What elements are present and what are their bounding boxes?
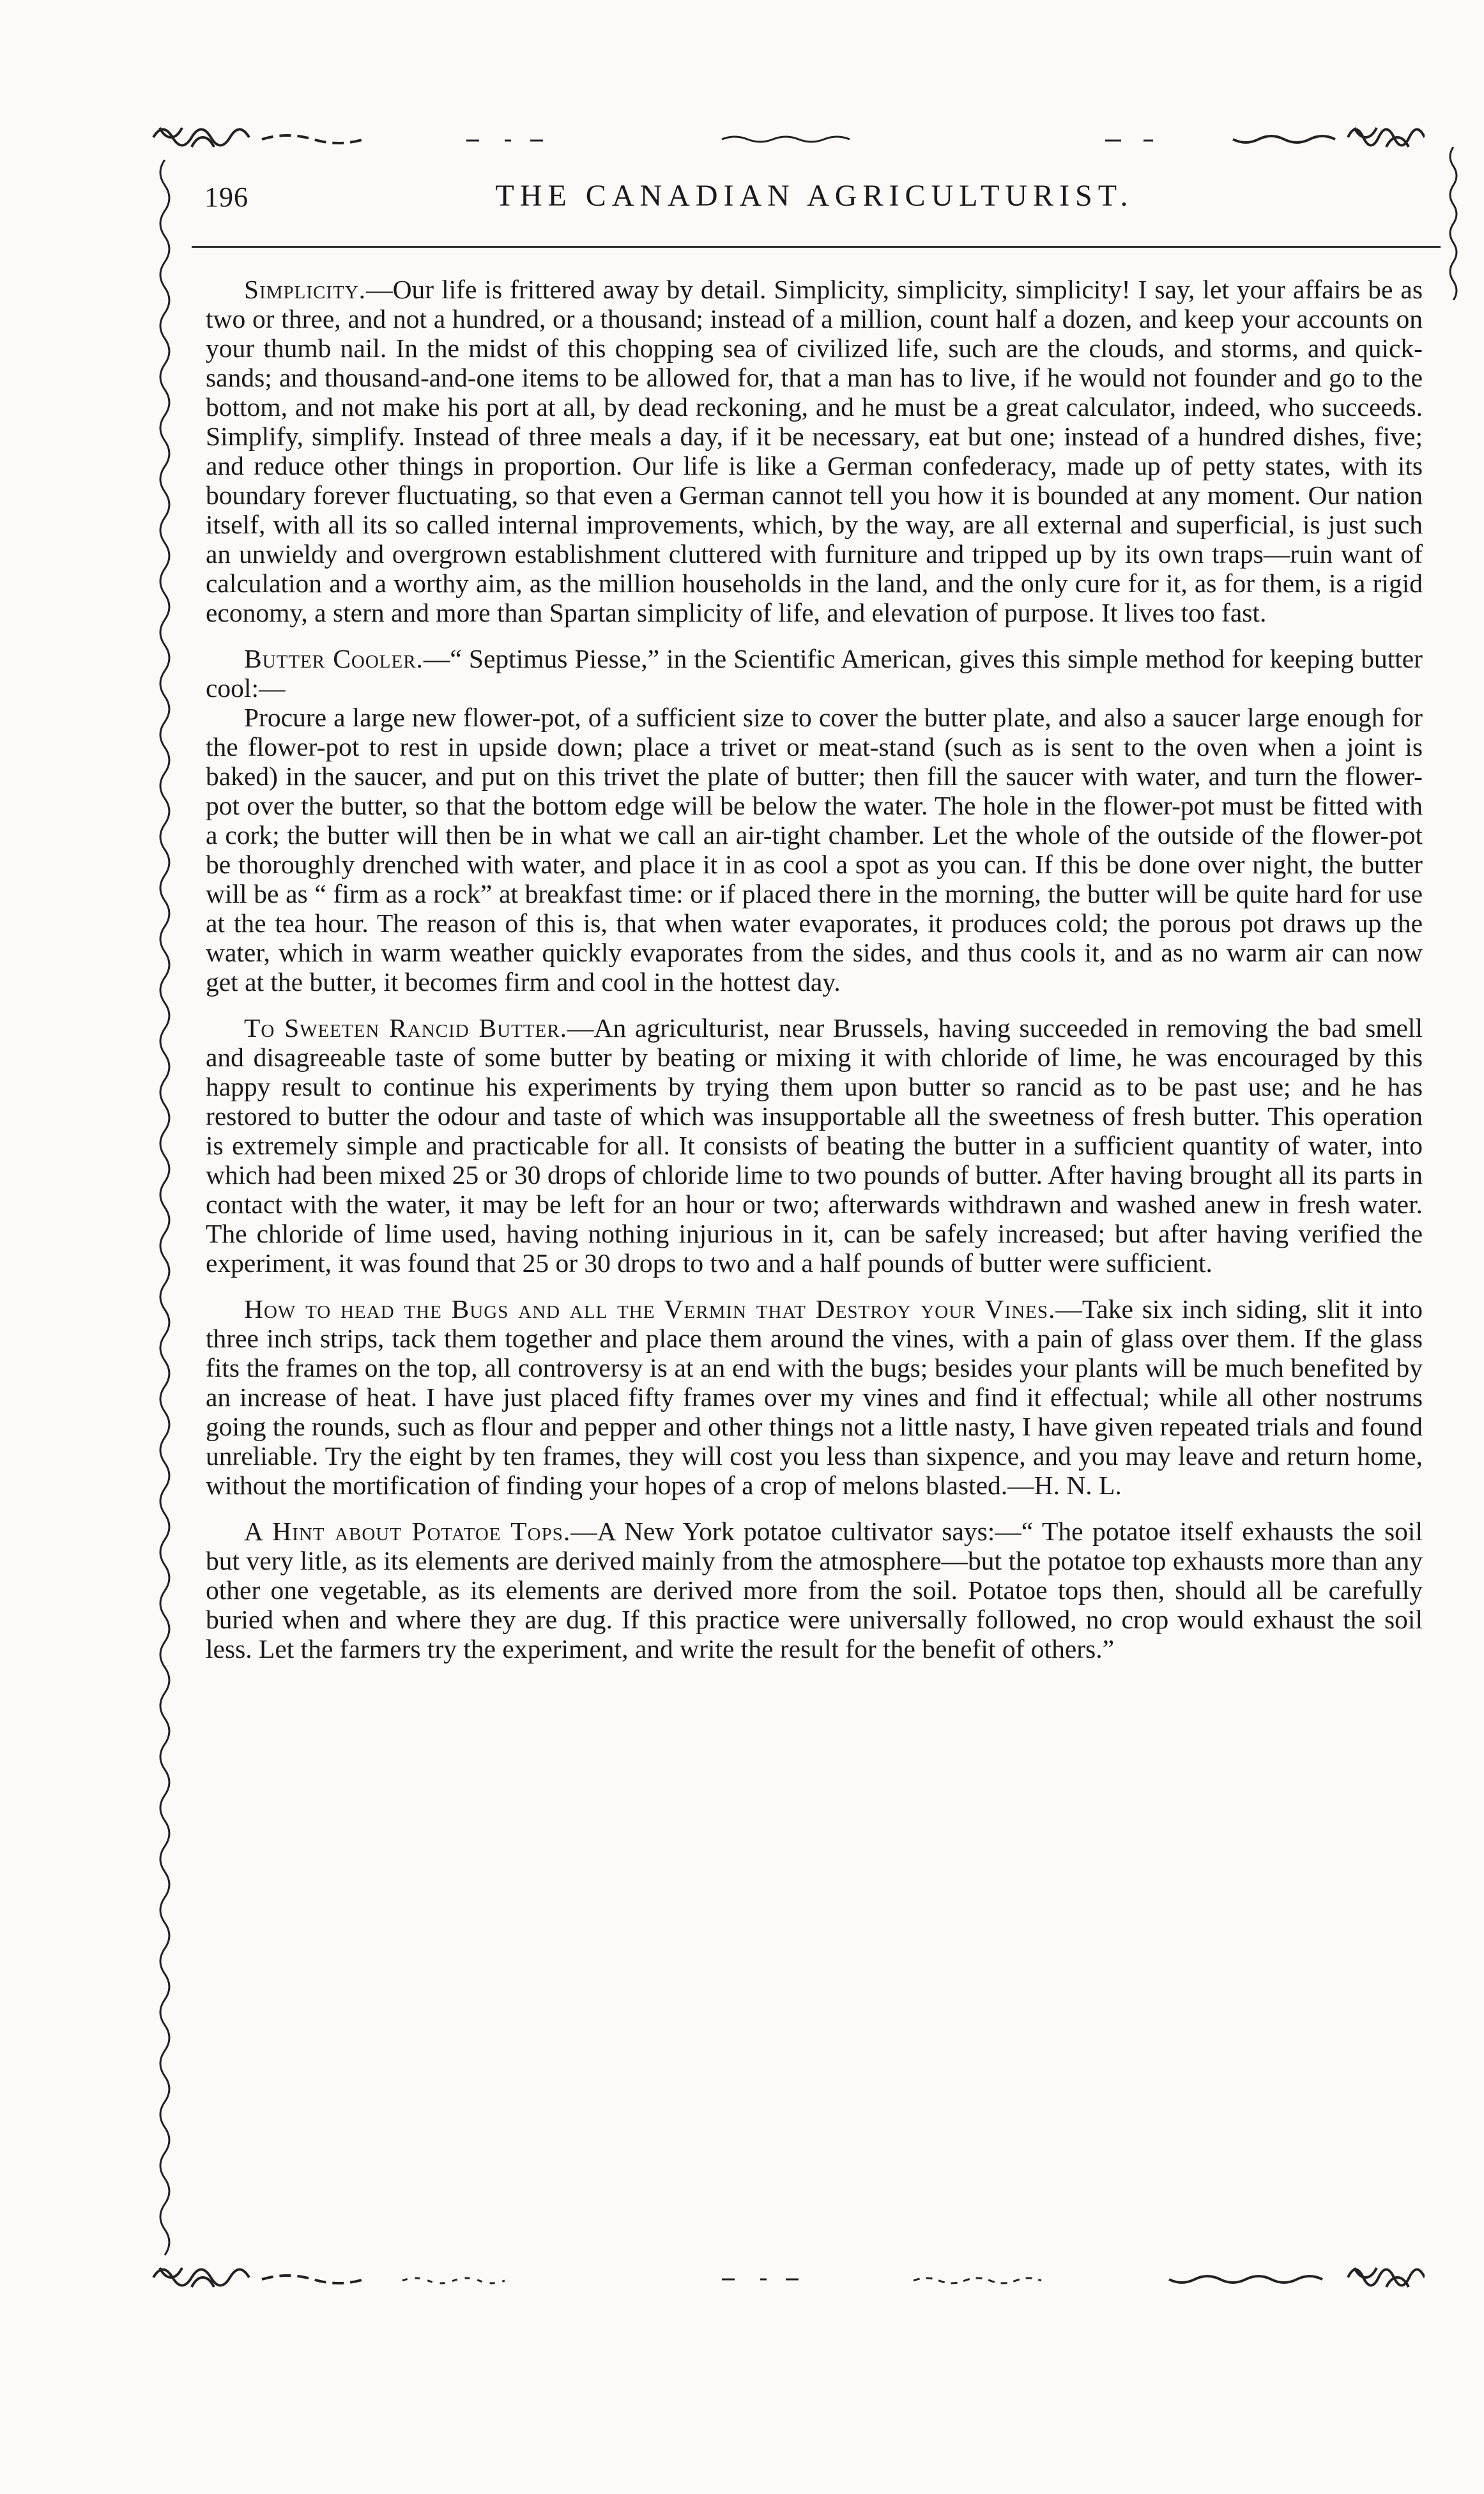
top-ornamental-border: [147, 115, 1425, 160]
article-title: Simplicity.: [244, 275, 367, 304]
article-rancid-butter: [206, 1013, 1423, 1278]
article-body: —Our life is frittered away by detail. Simplicity, simplicity, simplicity! I say, let your affairs be as two or three, and not a hundred, or a thousand; instead of a million, count half a dozen, and keep your accounts on your thumb nail. In the midst of this chopping sea of civilized life, such are the clouds, and storms, and quick-sands; and thousand-and-one items to be allowed for, that a man has to live, if he would not founder and go to the bottom, and not make his port at all, by dead reckoning, and he must be a great calculator, indeed, who succeeds. Simplify, simplify. Instead of three meals a day, if it be necessary, eat but one; instead of a hundred dishes, five; and reduce other things in proportion. Our life is like a German confederacy, made up of petty states, with its boundary forever fluctuating, so that even a German cannot tell you how it is bounded at any moment. Our nation itself, with all its so called internal improvements, which, by the way, are all external and superficial, is just such an unwieldy and overgrown establishment cluttered with furniture and tripped up by its own traps—ruin want of calculation and a worthy aim, as the million households in the land, and the only cure for it, as for them, is a rigid economy, a stern and more than Spartan simplicity of life, and elevation of purpose. It lives too fast.: [206, 275, 1423, 627]
article-vine-bugs: [206, 1294, 1423, 1500]
article-body: —Take six inch siding, slit it into three inch strips, tack them together and place them around the vines, with a pain of glass over them. If the glass fits the frames on the top, all controversy is at an end with the bugs; besides your plants will be much benefited by an increase of heat. I have just placed fifty frames over my vines and find it effectual; while all other nostrums going the rounds, such as flour and pepper and other things not a little nasty, I have given repeated trials and found unreliable. Try the eight by ten frames, they will cost you less than sixpence, and you may leave and return home, without the mortification of finding your hopes of a crop of melons blasted.—H. N. L.: [206, 1294, 1423, 1500]
article-column: [206, 275, 1423, 1664]
right-ornamental-border: [1441, 147, 1466, 300]
bottom-ornamental-border: [147, 2255, 1425, 2300]
article-potatoe-tops: [206, 1517, 1423, 1664]
article-title: Butter Cooler.: [244, 644, 424, 673]
header-rule: [192, 246, 1441, 248]
article-title: How to head the Bugs and all the Vermin that Destroy your Vines.: [244, 1294, 1056, 1324]
article-body: Procure a large new flower-pot, of a sufficient size to cover the butter plate, and also a saucer large enough for the flower-pot to rest in upside down; place a trivet or meat-stand (such as is sent to the oven when a joint is baked) in the saucer, and put on this trivet the plate of butter; then fill the saucer with water, and turn the flower-pot over the butter, so that the bottom edge will be below the water. The hole in the flower-pot must be fitted with a cork; the butter will then be in what we call an air-tight chamber. Let the whole of the outside of the flower-pot be thoroughly drenched with water, and place it in as cool a spot as you can. If this be done over night, the butter will be as “ firm as a rock” at breakfast time: or if placed there in the morning, the butter will be quite hard for use at the tea hour. The reason of this is, that when water evaporates, it produces cold; the porous pot draws up the water, which in warm weather quickly evaporates from the sides, and thus cools it, and as no warm air can now get at the butter, it becomes firm and cool in the hottest day.: [206, 703, 1423, 997]
article-simplicity: [206, 275, 1423, 627]
article-butter-cooler-method: [206, 703, 1423, 997]
article-title: To Sweeten Rancid Butter.: [244, 1013, 567, 1043]
article-butter-cooler: [206, 644, 1423, 703]
page-number: 196: [204, 181, 249, 213]
left-ornamental-border: [146, 160, 184, 2268]
article-body: —An agriculturist, near Brussels, having succeeded in removing the bad smell and disagreeable taste of some butter by beating or mixing it with chloride of lime, he was encouraged by this happy result to continue his experiments by trying them upon butter so rancid as to be past use; and he has restored to butter the odour and taste of which was insupportable all the sweetness of fresh butter. This operation is extremely simple and practicable for all. It consists of beating the butter in a sufficient quantity of water, into which had been mixed 25 or 30 drops of chloride lime to two pounds of butter. After having brought all its parts in contact with the water, it may be left for an hour or two; afterwards withdrawn and washed anew in fresh water. The chloride of lime used, having nothing injurious in it, can be safely increased; but after having verified the experiment, it was found that 25 or 30 drops to two and a half pounds of butter were sufficient.: [206, 1013, 1423, 1278]
article-title: A Hint about Potatoe Tops.: [244, 1517, 571, 1546]
running-title: THE CANADIAN AGRICULTURIST.: [495, 179, 1134, 213]
page-header: [192, 169, 1437, 220]
article-body: —“ Septimus Piesse,” in the Scientific American, gives this simple method for keeping butter cool:—: [206, 644, 1423, 703]
article-body: —A New York potatoe cultivator says:—“ The potatoe itself exhausts the soil but very litle, as its elements are derived mainly from the atmosphere—but the potatoe top exhausts more than any other one vegetable, as its elements are derived more from the soil. Potatoe tops then, should all be carefully buried when and where they are dug. If this practice were universally followed, no crop would exhaust the soil less. Let the farmers try the experiment, and write the result for the benefit of others.”: [206, 1517, 1423, 1664]
